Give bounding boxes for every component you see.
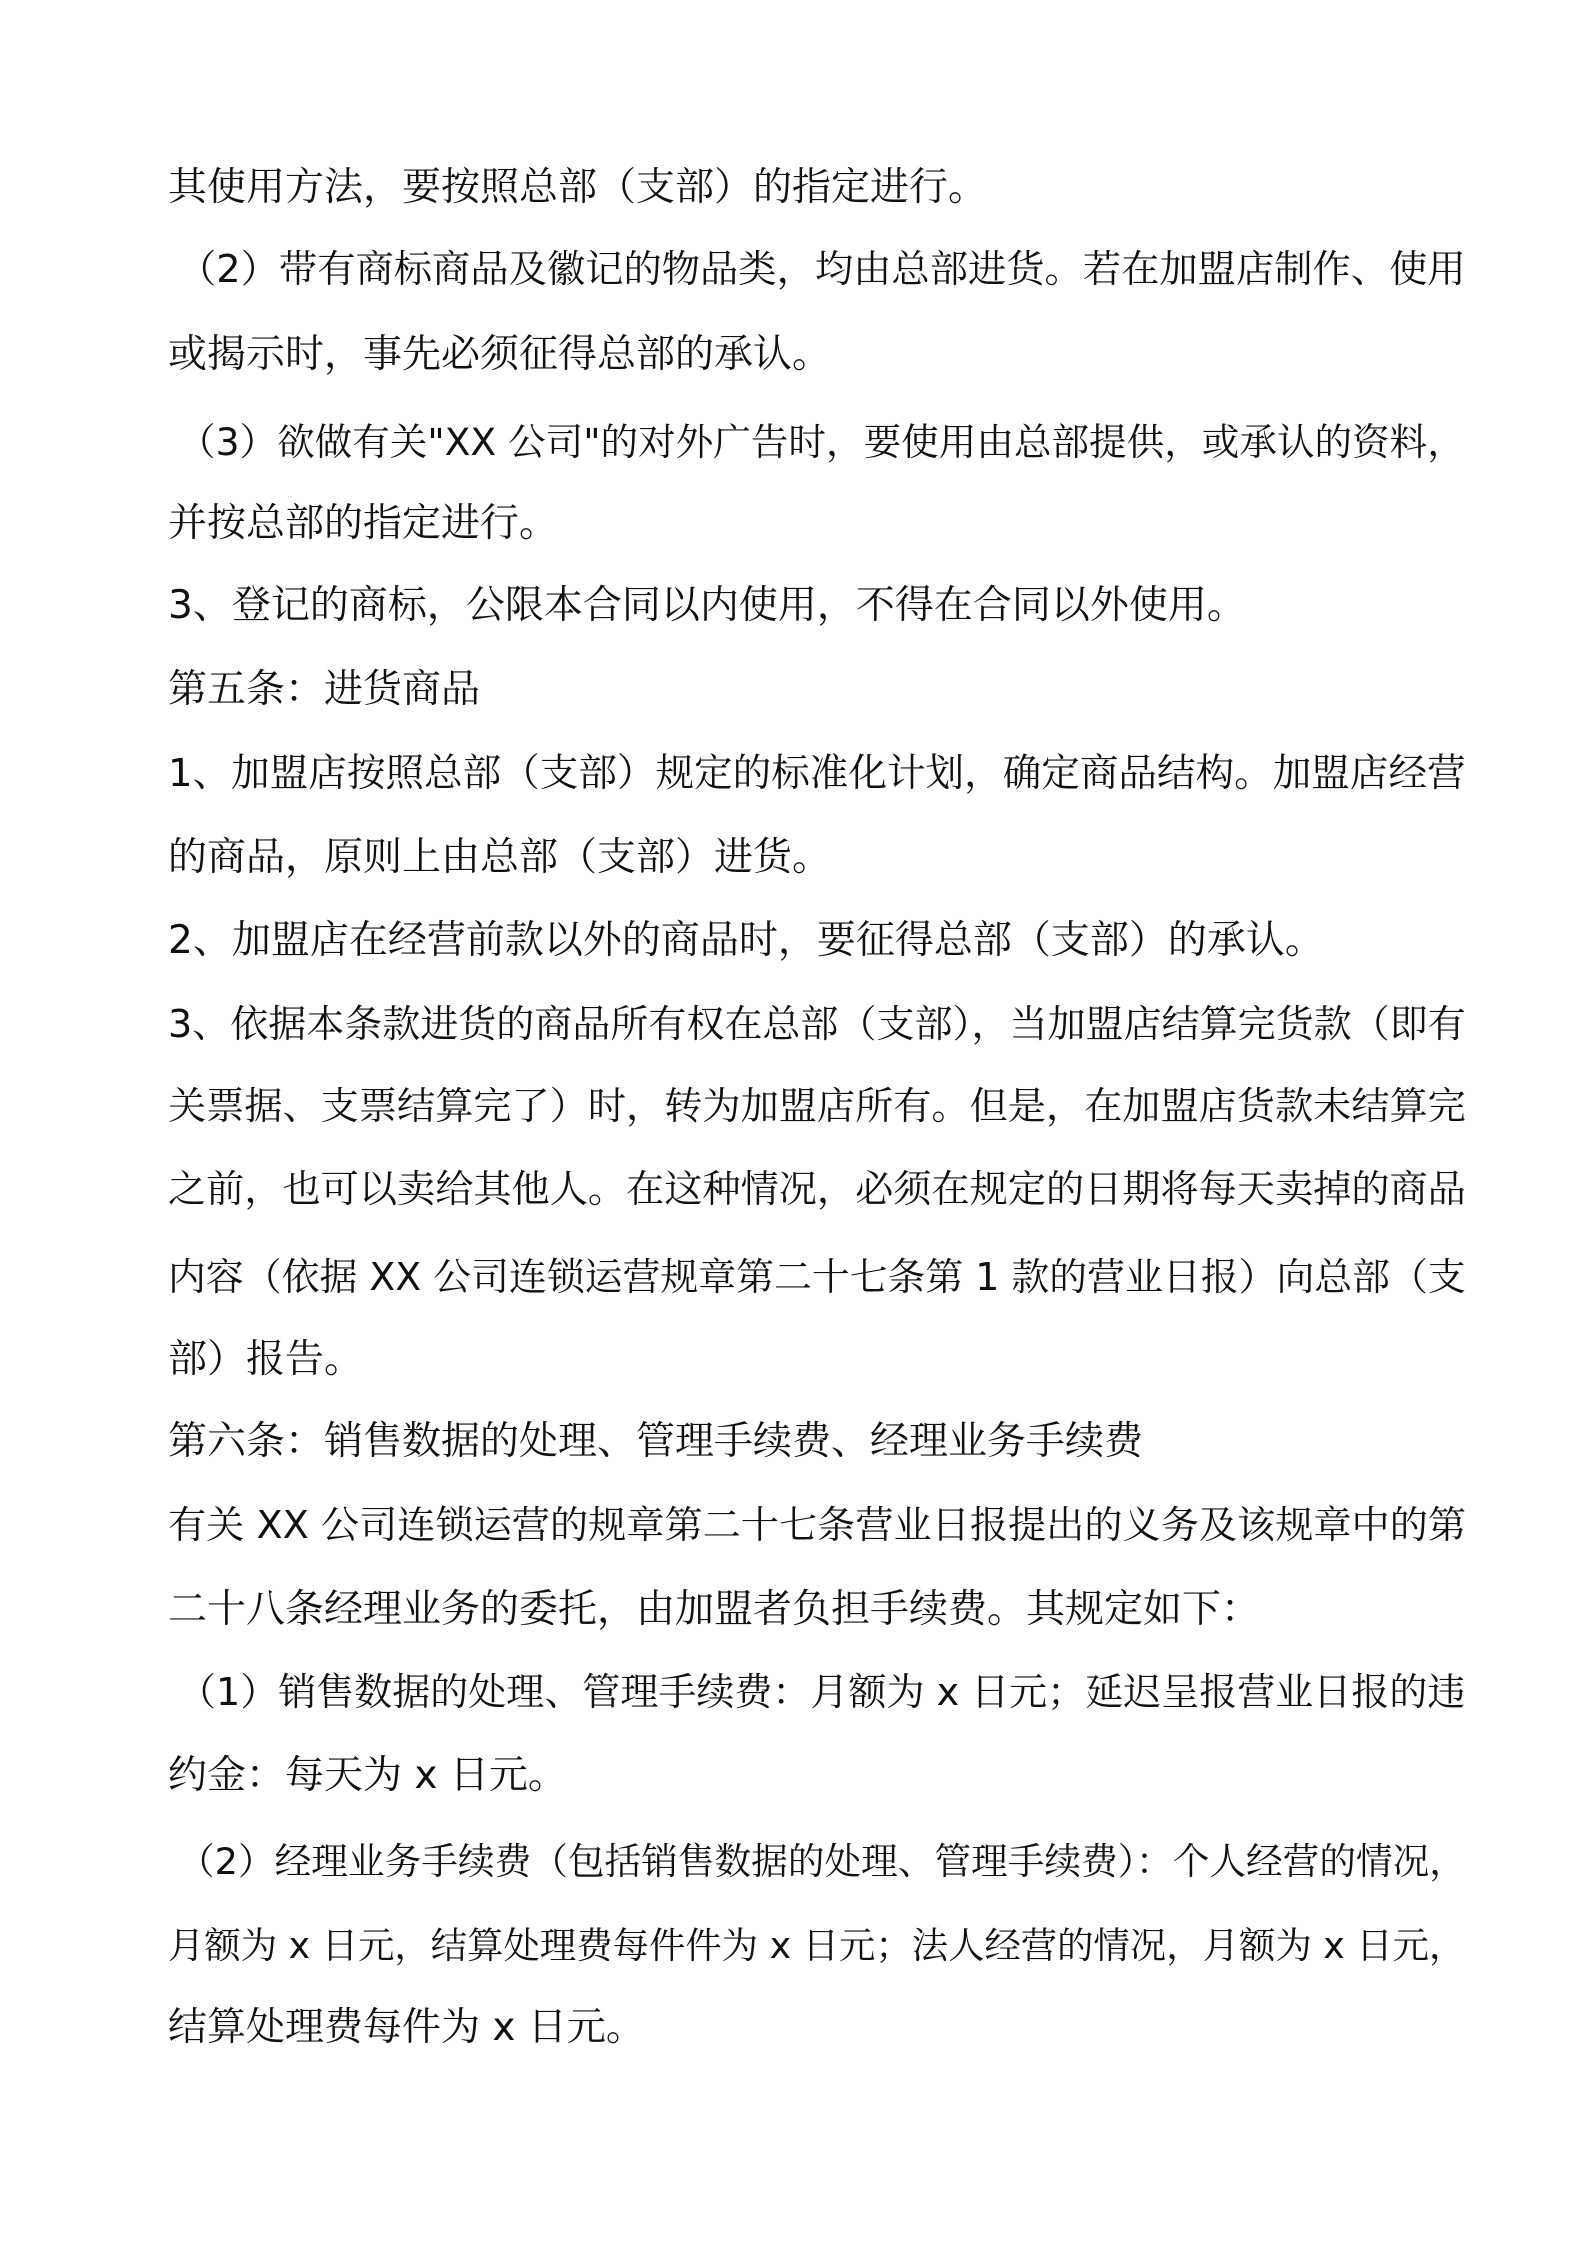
list-item-line: （1）销售数据的处理、管理手续费：月额为 x 日元；延迟呈报营业日报的违 (178, 1670, 1466, 1714)
body-text-line: 内容（依据 XX 公司连锁运营规章第二十七条第 1 款的营业日报）向总部（支 (168, 1255, 1466, 1299)
list-item-line: （3）欲做有关"XX 公司"的对外广告时，要使用由总部提供，或承认的资料， (178, 420, 1465, 464)
body-text-line: 1、加盟店按照总部（支部）规定的标准化计划，确定商品结构。加盟店经营 (168, 751, 1466, 796)
body-text-line: 或揭示时，事先必须征得总部的承认。 (168, 332, 832, 377)
section-heading: 第五条：进货商品 (168, 667, 481, 712)
body-text-line: 部）报告。 (168, 1337, 364, 1382)
body-text-line: 的商品，原则上由总部（支部）进货。 (168, 835, 832, 880)
list-item-line: （2）带有商标商品及徽记的物品类，均由总部进货。若在加盟店制作、使用 (178, 247, 1466, 292)
body-text-line: 关票据、支票结算完了）时，转为加盟店所有。但是，在加盟店货款未结算完 (168, 1085, 1466, 1129)
list-item-line: （2）经理业务手续费（包括销售数据的处理、管理手续费）：个人经营的情况， (178, 1840, 1466, 1883)
body-text-line: 约金：每天为 x 日元。 (168, 1753, 567, 1798)
body-text-line: 之前，也可以卖给其他人。在这种情况，必须在规定的日期将每天卖掉的商品 (168, 1168, 1466, 1212)
body-text-line: 并按总部的指定进行。 (168, 501, 559, 546)
section-heading: 第六条：销售数据的处理、管理手续费、经理业务手续费 (168, 1419, 1144, 1464)
body-text-line: 二十八条经理业务的委托，由加盟者负担手续费。其规定如下： (168, 1587, 1261, 1632)
body-text-line: 其使用方法，要按照总部（支部）的指定进行。 (168, 165, 988, 210)
body-text-line: 有关 XX 公司连锁运营的规章第二十七条营业日报提出的义务及该规章中的第 (168, 1504, 1467, 1548)
body-text-line: 3、登记的商标，公限本合同以内使用，不得在合同以外使用。 (168, 583, 1246, 628)
body-text-line: 结算处理费每件为 x 日元。 (168, 2005, 645, 2050)
body-text-line: 2、加盟店在经营前款以外的商品时，要征得总部（支部）的承认。 (168, 918, 1324, 963)
body-text-line: 3、依据本条款进货的商品所有权在总部（支部），当加盟店结算完货款（即有 (168, 1002, 1466, 1046)
body-text-line: 月额为 x 日元，结算处理费每件件为 x 日元；法人经营的情况，月额为 x 日元， (168, 1924, 1466, 1967)
